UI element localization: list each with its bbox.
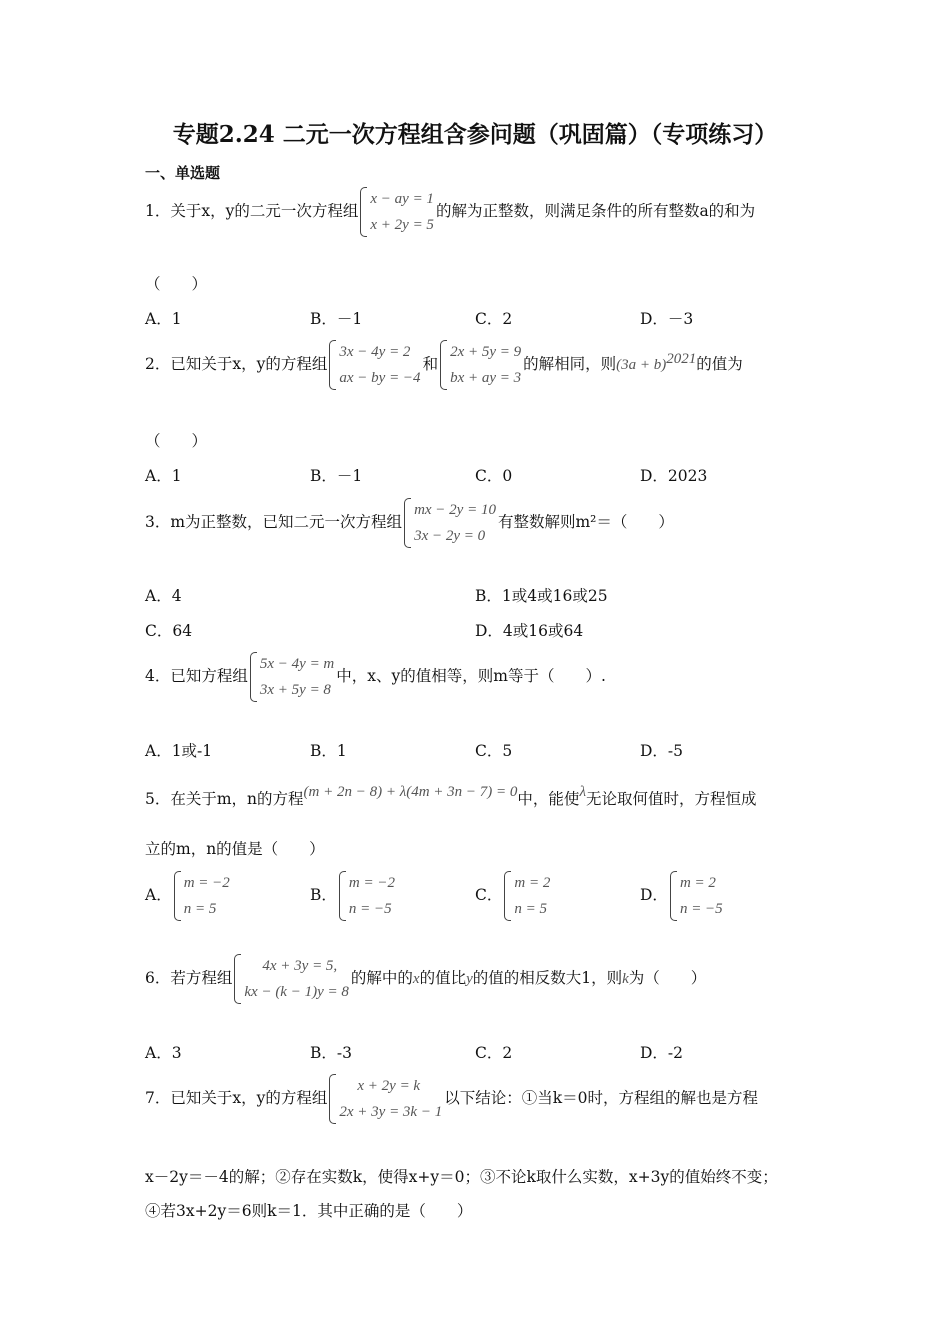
q2-s1-eq2: ax − by = −4 bbox=[339, 370, 421, 386]
q5-option-a-label: A． bbox=[145, 886, 172, 904]
section-heading: 一、单选题 bbox=[145, 164, 221, 182]
q6-eq1: 4x + 3y = 5, bbox=[262, 958, 338, 974]
q5-c-eq2: n = 5 bbox=[514, 901, 547, 917]
q5-d-eq2: n = −5 bbox=[679, 901, 723, 917]
q4-option-a: A．1或-1 bbox=[145, 742, 213, 760]
q3-stem-end: 有整数解则m²＝（ ） bbox=[497, 513, 674, 531]
q5-option-b bbox=[310, 870, 397, 922]
q5-option-c bbox=[475, 870, 552, 922]
q6-eq2: kx − (k − 1)y = 8 bbox=[244, 984, 349, 1000]
q2-s1-eq1: 3x − 4y = 2 bbox=[339, 344, 411, 360]
q1-eq2: x + 2y = 5 bbox=[370, 217, 434, 233]
q3-option-a: A．4 bbox=[145, 587, 182, 605]
q6-option-c: C．2 bbox=[475, 1044, 513, 1062]
q2-system-2 bbox=[440, 339, 521, 391]
q2-option-a: A．1 bbox=[145, 467, 182, 485]
q5-option-d-label: D． bbox=[640, 886, 668, 904]
q3-eq2: 3x − 2y = 0 bbox=[414, 528, 486, 544]
q5-option-b-system bbox=[339, 870, 395, 922]
q6-option-b: B．-3 bbox=[310, 1044, 352, 1062]
q4-option-b: B．1 bbox=[310, 742, 347, 760]
q7-stem-end: 以下结论：①当k＝0时，方程组的解也是方程 bbox=[444, 1089, 758, 1107]
q5-a-eq2: n = 5 bbox=[183, 901, 217, 917]
q3-system bbox=[404, 497, 496, 549]
question-2 bbox=[145, 339, 743, 391]
q2-s2-eq2: bx + ay = 3 bbox=[450, 370, 522, 386]
q2-stem-mid: 的解相同，则 bbox=[523, 355, 617, 373]
q6-var-k: k bbox=[622, 971, 629, 987]
q2-s2-eq1: 2x + 5y = 9 bbox=[450, 344, 522, 360]
q6-var-x: x bbox=[412, 971, 420, 987]
q5-option-c-label: C． bbox=[475, 886, 503, 904]
q1-option-b: B．－1 bbox=[310, 310, 363, 328]
q1-option-a: A．1 bbox=[145, 310, 182, 328]
q3-option-b: B．1或4或16或25 bbox=[475, 587, 608, 605]
q5-option-c-system bbox=[504, 870, 550, 922]
q2-exponent: 2021 bbox=[666, 350, 697, 367]
q4-eq2: 3x + 5y = 8 bbox=[259, 682, 331, 698]
q7-stem: 7．已知关于x，y的方程组 bbox=[145, 1089, 328, 1107]
q2-system-1 bbox=[329, 339, 420, 391]
q4-system bbox=[250, 651, 334, 703]
q6-stem-d: 为（ ） bbox=[628, 969, 707, 987]
q7-eq1: x + 2y = k bbox=[357, 1078, 421, 1094]
q5-d-eq1: m = 2 bbox=[679, 875, 716, 891]
q1-option-c: C．2 bbox=[475, 310, 513, 328]
q5-option-a bbox=[145, 870, 232, 922]
q3-option-d: D．4或16或64 bbox=[475, 622, 584, 640]
q2-answer-paren: （ ） bbox=[145, 432, 208, 450]
q5-option-d-system bbox=[670, 870, 723, 922]
question-6 bbox=[145, 953, 706, 1005]
question-1 bbox=[145, 186, 755, 238]
q6-stem: 6．若方程组 bbox=[145, 969, 233, 987]
q5-b-eq1: m = −2 bbox=[348, 875, 395, 891]
q1-system bbox=[360, 186, 434, 238]
q6-option-a: A．3 bbox=[145, 1044, 182, 1062]
q2-expression: (3a + b) bbox=[616, 357, 667, 373]
q1-eq1: x − ay = 1 bbox=[370, 191, 434, 207]
q6-stem-c: 的值的相反数大1，则 bbox=[472, 969, 623, 987]
question-4 bbox=[145, 651, 606, 703]
q5-option-d bbox=[640, 870, 725, 922]
q5-expression: (m + 2n − 8) + λ(4m + 3n − 7) = 0 bbox=[303, 784, 518, 800]
q6-var-y: y bbox=[466, 971, 473, 987]
q4-eq1: 5x − 4y = m bbox=[259, 656, 335, 672]
q3-stem: 3．m为正整数，已知二元一次方程组 bbox=[145, 513, 403, 531]
q7-system bbox=[329, 1073, 442, 1125]
q5-b-eq2: n = −5 bbox=[348, 901, 392, 917]
q3-eq1: mx − 2y = 10 bbox=[414, 502, 496, 518]
q2-stem-end: 的值为 bbox=[696, 355, 743, 373]
q6-system bbox=[234, 953, 349, 1005]
q1-stem: 1．关于x，y的二元一次方程组 bbox=[145, 202, 359, 220]
q6-stem-b: 的值比 bbox=[419, 969, 467, 987]
q2-option-d: D．2023 bbox=[640, 467, 708, 485]
q5-stem-line2: 立的m，n的值是（ ） bbox=[145, 840, 325, 858]
question-5 bbox=[145, 784, 757, 810]
q1-answer-paren: （ ） bbox=[145, 275, 208, 293]
q2-option-b: B．－1 bbox=[310, 467, 363, 485]
q6-stem-a: 的解中的 bbox=[350, 969, 413, 987]
q5-a-eq1: m = −2 bbox=[183, 875, 230, 891]
q5-stem: 5．在关于m，n的方程 bbox=[145, 790, 304, 808]
q7-eq2: 2x + 3y = 3k − 1 bbox=[339, 1104, 443, 1120]
page-title: 专题2.24 二元一次方程组含参问题（巩固篇）（专项练习） bbox=[172, 121, 778, 148]
q2-stem: 2．已知关于x，y的方程组 bbox=[145, 355, 328, 373]
q7-stem-line2: x－2y＝－4的解；②存在实数k，使得x+y＝0；③不论k取什么实数，x+3y的值始终不变； bbox=[145, 1168, 778, 1186]
q4-option-c: C．5 bbox=[475, 742, 513, 760]
q5-stem-mid: 中，能使 bbox=[517, 790, 580, 808]
q4-stem: 4．已知方程组 bbox=[145, 667, 248, 685]
q4-option-d: D．-5 bbox=[640, 742, 684, 760]
question-7 bbox=[145, 1073, 758, 1125]
q1-option-d: D．－3 bbox=[640, 310, 694, 328]
q2-and: 和 bbox=[422, 355, 439, 373]
q3-option-c: C．64 bbox=[145, 622, 193, 640]
q6-option-d: D．-2 bbox=[640, 1044, 684, 1062]
q5-option-b-label: B． bbox=[310, 886, 337, 904]
q5-lambda: λ bbox=[579, 784, 586, 800]
q1-stem-end: 的解为正整数，则满足条件的所有整数a的和为 bbox=[435, 202, 756, 220]
q5-c-eq1: m = 2 bbox=[514, 875, 551, 891]
q2-option-c: C．0 bbox=[475, 467, 513, 485]
question-3 bbox=[145, 497, 674, 549]
q7-stem-line3: ④若3x+2y＝6则k＝1．其中正确的是（ ） bbox=[145, 1202, 473, 1220]
q4-stem-end: 中，x、y的值相等，则m等于（ ）. bbox=[336, 667, 606, 685]
q5-stem-end: 无论取何值时，方程恒成 bbox=[585, 790, 757, 808]
q5-option-a-system bbox=[174, 870, 230, 922]
